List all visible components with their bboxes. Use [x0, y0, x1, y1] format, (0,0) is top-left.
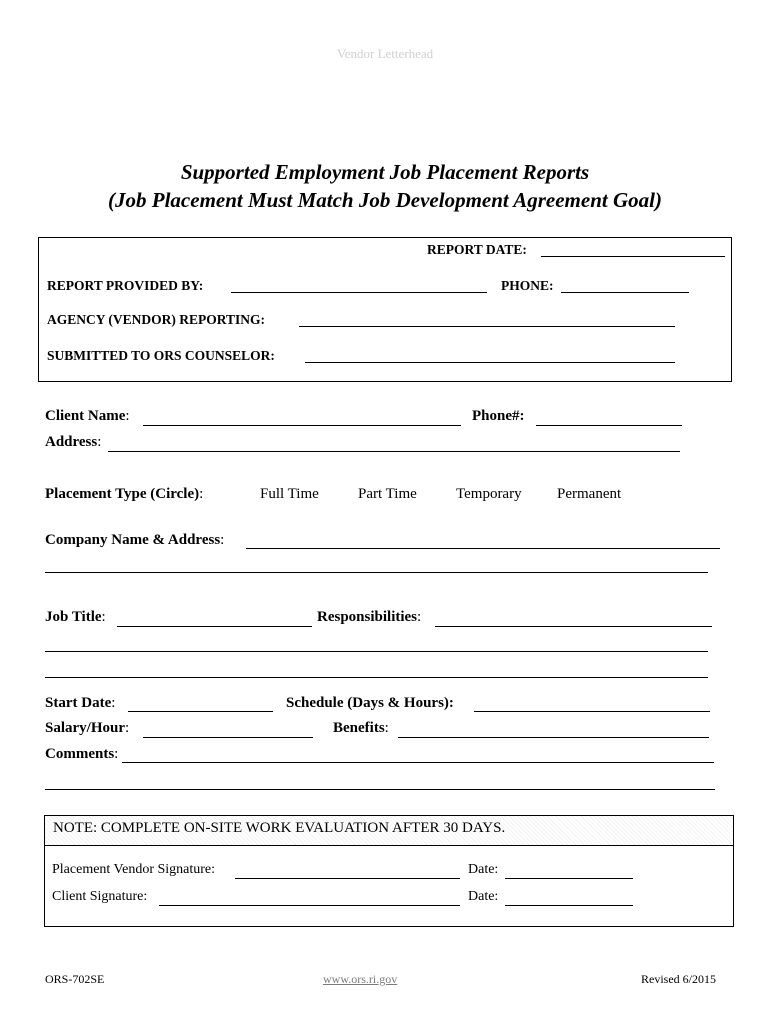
website-link[interactable]: www.ors.ri.gov	[323, 972, 398, 986]
submitted-to-field[interactable]	[305, 362, 675, 363]
salary-field[interactable]	[143, 737, 313, 738]
schedule-field[interactable]	[474, 711, 710, 712]
vendor-date-field[interactable]	[505, 878, 633, 879]
salary-label: Salary/Hour:	[45, 720, 130, 736]
comments-field[interactable]	[122, 762, 714, 763]
client-signature-label: Client Signature:	[52, 889, 148, 904]
agency-reporting-field[interactable]	[299, 326, 675, 327]
client-signature-field[interactable]	[159, 905, 460, 906]
submitted-to-label: SUBMITTED TO ORS COUNSELOR:	[47, 348, 275, 363]
client-phone-label: Phone#:	[472, 408, 525, 424]
note-banner	[45, 816, 733, 846]
responsibilities-field-line-3[interactable]	[45, 677, 708, 678]
vendor-signature-label: Placement Vendor Signature:	[52, 862, 216, 877]
placement-type-label: Placement Type (Circle):	[45, 486, 204, 502]
form-subtitle: (Job Placement Must Match Job Development Agreement Goal)	[108, 188, 662, 212]
report-date-field[interactable]	[541, 256, 725, 257]
vendor-signature-field[interactable]	[235, 878, 460, 879]
client-date-label: Date:	[468, 889, 499, 904]
report-date-label: REPORT DATE:	[427, 242, 527, 257]
address-field[interactable]	[108, 451, 680, 452]
agency-reporting-label: AGENCY (VENDOR) REPORTING:	[47, 312, 266, 327]
form-title: Supported Employment Job Placement Reports	[180, 160, 590, 184]
vendor-letterhead: Vendor Letterhead	[336, 46, 434, 61]
responsibilities-label: Responsibilities:	[317, 609, 422, 625]
note-text: NOTE: COMPLETE ON-SITE WORK EVALUATION AFTER 30 DAYS.	[53, 820, 506, 836]
report-provided-by-field[interactable]	[231, 292, 487, 293]
client-name-field[interactable]	[143, 425, 461, 426]
benefits-label: Benefits:	[333, 720, 389, 736]
report-header-box	[38, 237, 732, 382]
responsibilities-field[interactable]	[435, 626, 712, 627]
job-title-field[interactable]	[117, 626, 312, 627]
form-number: ORS-702SE	[45, 972, 105, 986]
vendor-date-label: Date:	[468, 862, 499, 877]
placement-option-temporary[interactable]: Temporary	[456, 486, 522, 502]
report-provided-by-label: REPORT PROVIDED BY:	[47, 278, 204, 293]
company-label: Company Name & Address:	[45, 532, 225, 548]
start-date-field[interactable]	[128, 711, 273, 712]
address-label: Address:	[45, 434, 102, 450]
company-field[interactable]	[246, 548, 720, 549]
company-field-line-2[interactable]	[45, 572, 708, 573]
signature-box	[44, 815, 734, 927]
comments-label: Comments:	[45, 746, 119, 762]
client-date-field[interactable]	[505, 905, 633, 906]
benefits-field[interactable]	[398, 737, 709, 738]
client-phone-field[interactable]	[536, 425, 682, 426]
placement-option-permanent[interactable]: Permanent	[557, 486, 622, 502]
revised-date: Revised 6/2015	[641, 972, 716, 986]
client-name-label: Client Name:	[45, 408, 130, 424]
comments-field-line-2[interactable]	[45, 789, 715, 790]
schedule-label: Schedule (Days & Hours):	[286, 695, 454, 711]
job-title-label: Job Title:	[45, 609, 106, 625]
start-date-label: Start Date:	[45, 695, 116, 711]
responsibilities-field-line-2[interactable]	[45, 651, 708, 652]
phone-field[interactable]	[561, 292, 689, 293]
phone-label: PHONE:	[501, 278, 554, 293]
placement-option-part-time[interactable]: Part Time	[358, 486, 417, 502]
placement-option-full-time[interactable]: Full Time	[260, 486, 319, 502]
